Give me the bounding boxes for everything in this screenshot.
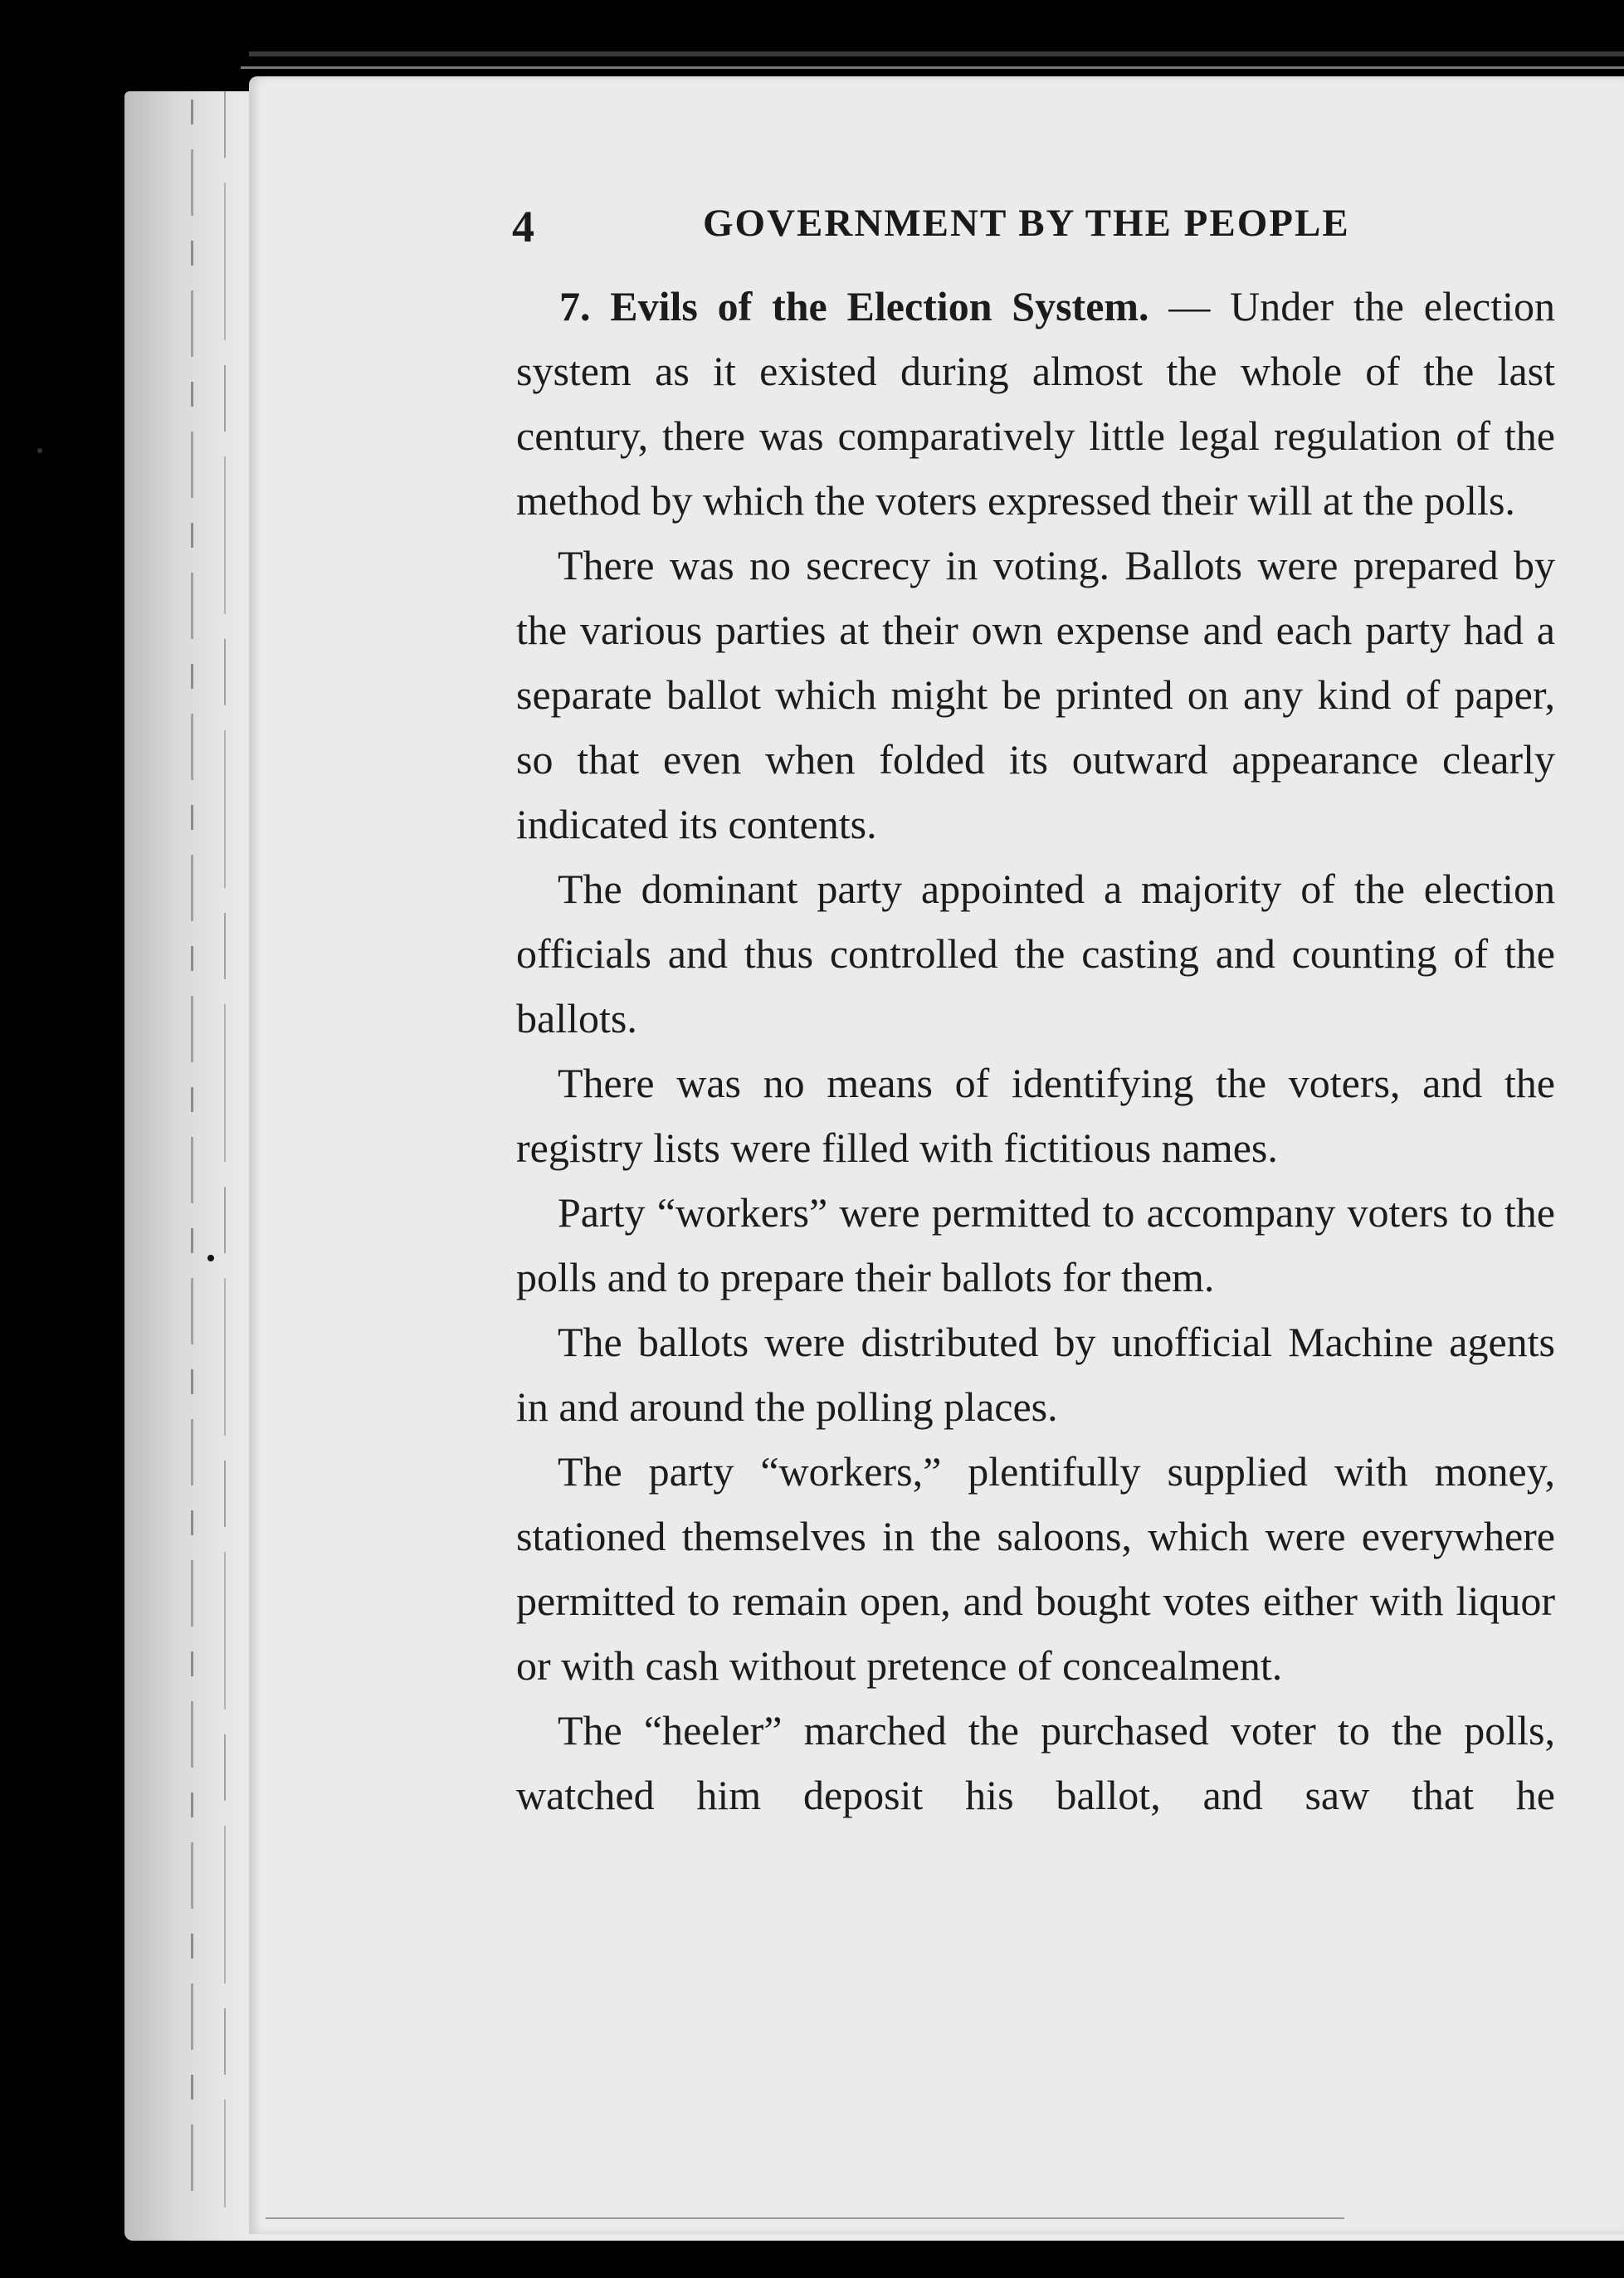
paragraph: The “heeler” marched the purchased voter to the polls, watched him deposit his ballot, and saw that he — [516, 1707, 1555, 1818]
section-paragraph — [516, 274, 1555, 533]
dust-speck — [207, 1255, 214, 1261]
paragraph: The ballots were distributed by unofficial Machine agents in and around the polling places. — [516, 1319, 1555, 1430]
dust-speck — [37, 448, 42, 453]
paragraph: There was no secrecy in voting. Ballots were prepared by the various parties at their own expense and each party had a separate ballot which might be printed on any kind of paper, so that even when folded its outward appearance clearly indicated its contents. — [516, 542, 1555, 847]
section-heading: 7. Evils of the Election System. — [559, 283, 1149, 329]
paragraph: The party “workers,” plentifully supplied with money, stationed themselves in the saloons, which were everywhere permitted to remain open, and bought votes either with liquor or with cash without pretence of concealment. — [516, 1448, 1555, 1689]
cover-top-edge — [249, 51, 1624, 56]
paragraph: The dominant party appointed a majority of the election officials and thus controlled the casting and counting of the ballots. — [516, 866, 1555, 1041]
page-sheet — [249, 76, 1624, 2234]
running-title: GOVERNMENT BY THE PEOPLE — [703, 202, 1350, 245]
running-header — [512, 201, 1621, 267]
body-text — [516, 274, 1555, 1827]
page-top-edge — [241, 66, 1624, 69]
paragraph: Party “workers” were permitted to accompany voters to the polls and to prepare their ballots for them. — [516, 1189, 1555, 1300]
paragraph: There was no means of identifying the voters, and the registry lists were filled with fictitious names. — [516, 1060, 1555, 1171]
page-bottom-edge — [266, 2217, 1344, 2219]
section-intro: Under the election system as it existed during almost the whole of the last century, there was comparatively little legal regulation of the method by which the voters expressed their will at the polls. — [516, 283, 1555, 524]
heading-dash: — — [1149, 283, 1231, 329]
page-number: 4 — [512, 202, 535, 251]
